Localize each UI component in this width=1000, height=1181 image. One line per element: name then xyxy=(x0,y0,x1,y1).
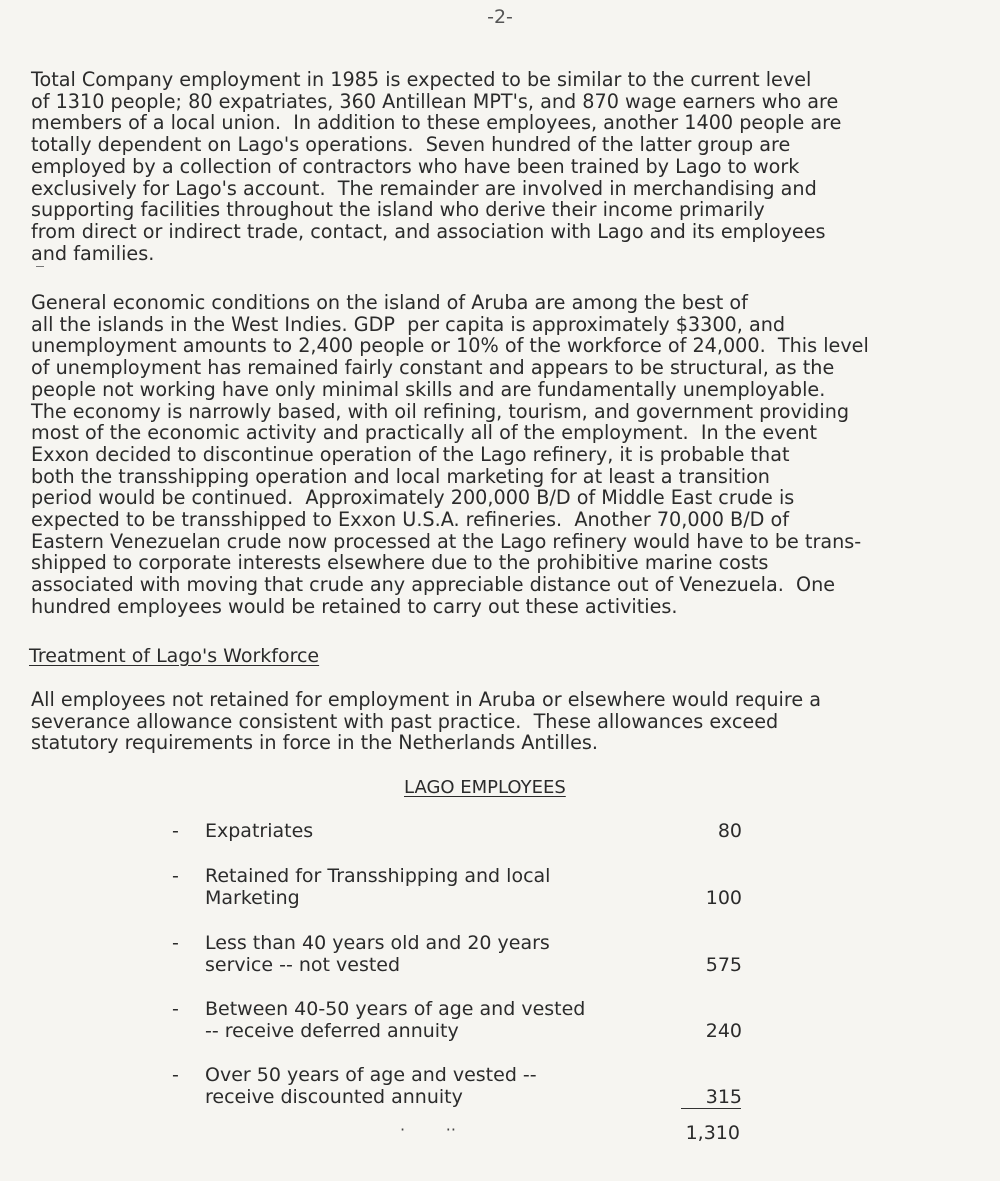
row-value: 240 xyxy=(705,1020,742,1042)
row-value: 80 xyxy=(717,820,742,842)
stray-marks: · ·· xyxy=(400,1120,456,1139)
row-label: Between 40-50 years of age and vested -- receive deferred annuity xyxy=(205,998,586,1042)
row-value: 315 xyxy=(705,1086,742,1108)
row-dash: - xyxy=(172,1064,179,1086)
paragraph-severance: All employees not retained for employment in Aruba or elsewhere would require a severance allowance consistent with past practice. These allowances exceed statutory requirements in force in the Netherlands Antilles. xyxy=(31,688,821,755)
row-value: 575 xyxy=(705,954,742,976)
section-heading: Treatment of Lago's Workforce xyxy=(29,645,320,667)
row-value: 100 xyxy=(705,887,742,909)
paragraph-economic-conditions: General economic conditions on the island of Aruba are among the best of all the islands in the West Indies. GDP per capita is approximately $3300, and unemployment amounts to 2,400 people or 10% of the workforce of 24,000. This level of unemployment has remained fairly constant and appears to be structural, as the people not working have only minimal skills and are fundamentally unemployable. The economy is narrowly based, with oil refining, tourism, and government providing most of the economic activity and practically all of the employment. In the event Exxon decided to discontinue operation of the Lago refinery, it is probable that both the transshipping operation and local marketing for at least a transition period would be continued. Approximately 200,000 B/D of Middle East crude is expected to be transshipped to Exxon U.S.A. refineries. Another 70,000 B/D of Eastern Venezuelan crude now processed at the Lago refinery would have to be trans- shipped to corporate interests elsewhere due to the prohibitive marine costs associated with moving that crude any appreciable distance out of Venezuela. One hundred employees would be retained to carry out these activities. xyxy=(31,291,869,618)
paragraph-employment: Total Company employment in 1985 is expected to be similar to the current level of 1310 people; 80 expatriates, 360 Antillean MPT's, and 870 wage earners who are members of a local union. In addition to these employees, another 1400 people are totally dependent on Lago's operations. Seven hundred of the latter group are employed by a collection of contractors who have been trained by Lago to work exclusively for Lago's account. The remainder are involved in merchandising and supporting facilities throughout the island who derive their income primarily from direct or indirect trade, contact, and association with Lago and its employees and families. xyxy=(31,68,842,265)
row-dash: - xyxy=(172,820,179,842)
row-label: Expatriates xyxy=(205,820,314,842)
row-label: Retained for Transshipping and local Marketing xyxy=(205,865,551,909)
table-title: LAGO EMPLOYEES xyxy=(404,777,566,798)
row-label: Less than 40 years old and 20 years service -- not vested xyxy=(205,932,550,976)
table-total: 1,310 xyxy=(685,1122,740,1144)
row-dash: - xyxy=(172,998,179,1020)
row-dash: - xyxy=(172,932,179,954)
page-number: -2- xyxy=(487,6,513,28)
row-label: Over 50 years of age and vested -- receive discounted annuity xyxy=(205,1064,537,1108)
stray-mark xyxy=(36,266,44,267)
row-dash: - xyxy=(172,865,179,887)
total-rule xyxy=(681,1108,741,1109)
